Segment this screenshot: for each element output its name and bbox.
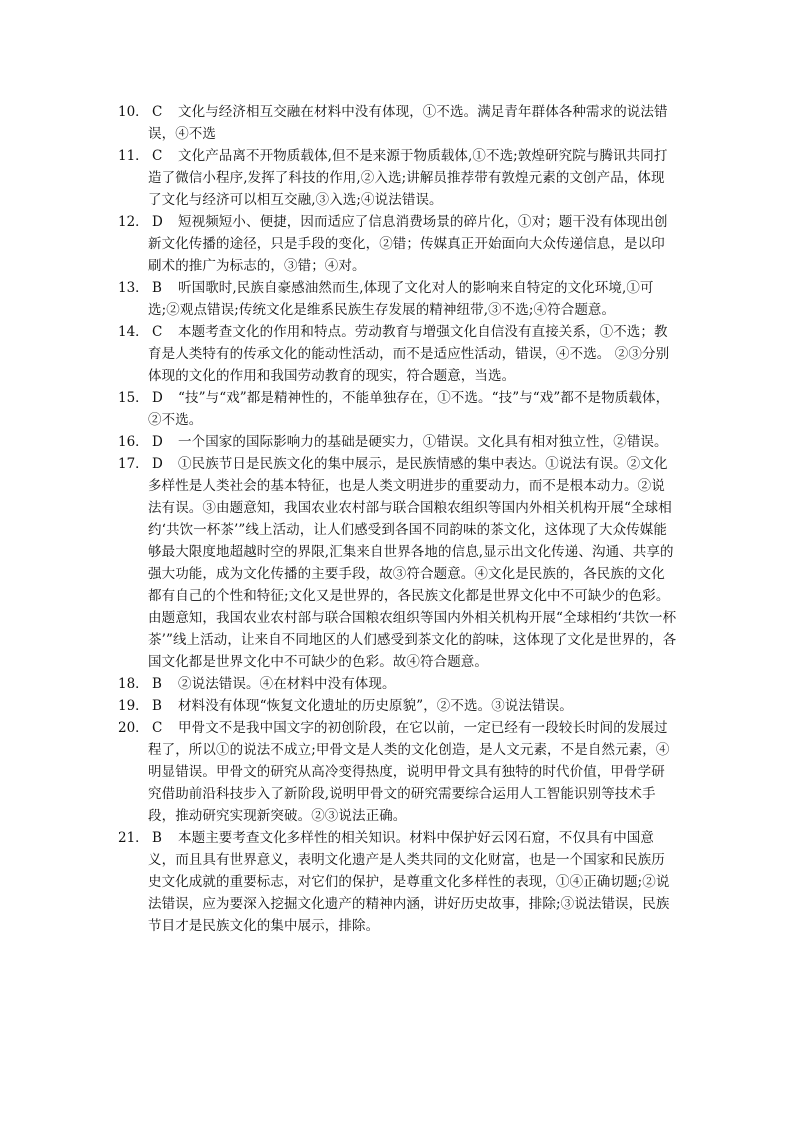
question-number: 13．: [118, 280, 149, 296]
question-number: 11．: [118, 148, 149, 164]
answer-item: [118, 101, 678, 145]
explanation-text: 本题主要考查文化多样性的相关知识。材料中保护好云冈石窟，不仅具有中国意义，而且具有世界意义，表明文化遗产是人类共同的文化财富，也是一个国家和民族历史文化成就的重要标志，对它们的保护，是尊重文化多样性的表现，①④正确切题;②说法错误，应为要深入挖掘文化遗产的精神内涵，讲好历史故事，排除;③说法错误，民族节目才是民族文化的集中展示，排除。: [148, 830, 670, 934]
answer-letter: C: [152, 720, 163, 736]
question-number: 14．: [118, 324, 149, 340]
answer-item: [118, 145, 678, 211]
answer-item: [118, 827, 678, 937]
explanation-text: 甲骨文不是我中国文字的初创阶段，在它以前，一定已经有一段较长时间的发展过程了，所以①的说法不成立;甲骨文是人类的文化创造，是人文元素，不是自然元素，④明显错误。甲骨文的研究从高冷变得热度，说明甲骨文具有独特的时代价值，甲骨学研究借助前沿科技步入了新阶段,说明甲骨文的研究需要综合运用人工智能识别等技术手段，推动研究实现新突破。②③说法正确。: [148, 720, 670, 824]
answer-body: [148, 827, 678, 937]
answer-body: [148, 277, 678, 321]
answer-item: [118, 321, 678, 387]
question-number: 20．: [118, 720, 149, 736]
explanation-text: ①民族节日是民族文化的集中展示，是民族情感的集中表达。①说法有误。②文化多样性是人类社会的基本特征，也是人类文明进步的重要动力，而不是根本动力。②说法有误。③由题意知，我国农业农村部与联合国粮农组织等国内外相关机构开展“全球相约‘共饮一杯茶’”线上活动，让人们感受到各国不同韵味的茶文化，这体现了大众传媒能够最大限度地超越时空的界限,汇集来自世界各地的信息,显示出文化传递、沟通、共享的强大功能，成为文化传播的主要手段，故③符合题意。④文化是民族的，各民族的文化都有自己的个性和特征;文化又是世界的，各民族文化都是世界文化中不可缺少的色彩。由题意知，我国农业农村部与联合国粮农组织等国内外相关机构开展“全球相约‘共饮一杯茶’”线上活动，让来自不同地区的人们感受到茶文化的韵味，这体现了文化是世界的，各国文化都是世界文化中不可缺少的色彩。故④符合题意。: [148, 456, 677, 670]
answer-item: [118, 453, 678, 673]
answer-body: [148, 695, 678, 717]
answer-body: [148, 211, 678, 277]
answer-body: [148, 101, 678, 145]
answer-letter: C: [152, 324, 163, 340]
answer-letter: D: [152, 456, 163, 472]
answer-body: [148, 321, 678, 387]
explanation-text: 听国歌时,民族自豪感油然而生,体现了文化对人的影响来自特定的文化环境,①可选;②观点错误;传统文化是维系民族生存发展的精神纽带,③不选;④符合题意。: [148, 280, 654, 318]
answer-body: [148, 145, 678, 211]
answer-list: [118, 101, 678, 937]
answer-letter: B: [152, 280, 162, 296]
explanation-text: “技”与“戏”都是精神性的，不能单独存在，①不选。“技”与“戏”都不是物质载体，②不选。: [148, 390, 670, 428]
question-number: 21．: [118, 830, 149, 846]
answer-item: [118, 277, 678, 321]
question-number: 12．: [118, 214, 149, 230]
question-number: 19．: [118, 698, 149, 714]
answer-letter: C: [152, 148, 163, 164]
answer-item: [118, 673, 678, 695]
answer-body: [148, 453, 678, 673]
answer-letter: D: [152, 434, 163, 450]
explanation-text: 材料没有体现“恢复文化遗址的历史原貌”，②不选。③说法错误。: [178, 698, 573, 714]
explanation-text: 文化产品离不开物质载体,但不是来源于物质载体,①不选;敦煌研究院与腾讯共同打造了微信小程序,发挥了科技的作用,②入选;讲解员推荐带有敦煌元素的文创产品，体现了文化与经济可以相互交融,③入选;④说法错误。: [148, 148, 668, 208]
answer-item: [118, 717, 678, 827]
question-number: 10．: [118, 104, 149, 120]
question-number: 15．: [118, 390, 149, 406]
question-number: 17．: [118, 456, 149, 472]
answer-body: [148, 717, 678, 827]
answer-letter: B: [152, 676, 162, 692]
answer-item: [118, 387, 678, 431]
answer-letter: D: [152, 214, 163, 230]
explanation-text: 本题考查文化的作用和特点。劳动教育与增强文化自信没有直接关系，①不选；教育是人类特有的传承文化的能动性活动，而不是适应性活动，错误，④不选。 ②③分别体现的文化的作用和我国劳动教育的现实，符合题意，当选。: [148, 324, 670, 384]
explanation-text: ②说法错误。④在材料中没有体现。: [178, 676, 396, 692]
answer-item: [118, 431, 678, 453]
answer-body: [148, 673, 678, 695]
answer-body: [148, 431, 678, 453]
explanation-text: 文化与经济相互交融在材料中没有体现，①不选。满足青年群体各种需求的说法错误，④不选: [148, 104, 668, 142]
explanation-text: 一个国家的国际影响力的基础是硬实力，①错误。文化具有相对独立性，②错误。: [178, 434, 668, 450]
answer-letter: D: [152, 390, 163, 406]
answer-letter: B: [152, 698, 162, 714]
question-number: 18．: [118, 676, 149, 692]
explanation-text: 短视频短小、便捷，因而适应了信息消费场景的碎片化，①对；题干没有体现出创新文化传播的途径，只是手段的变化，②错；传媒真正开始面向大众传递信息，是以印刷术的推广为标志的，③错；④对。: [148, 214, 668, 274]
answer-item: [118, 211, 678, 277]
answer-body: [148, 387, 678, 431]
question-number: 16．: [118, 434, 149, 450]
answer-letter: B: [152, 830, 162, 846]
answer-letter: C: [152, 104, 163, 120]
answer-item: [118, 695, 678, 717]
